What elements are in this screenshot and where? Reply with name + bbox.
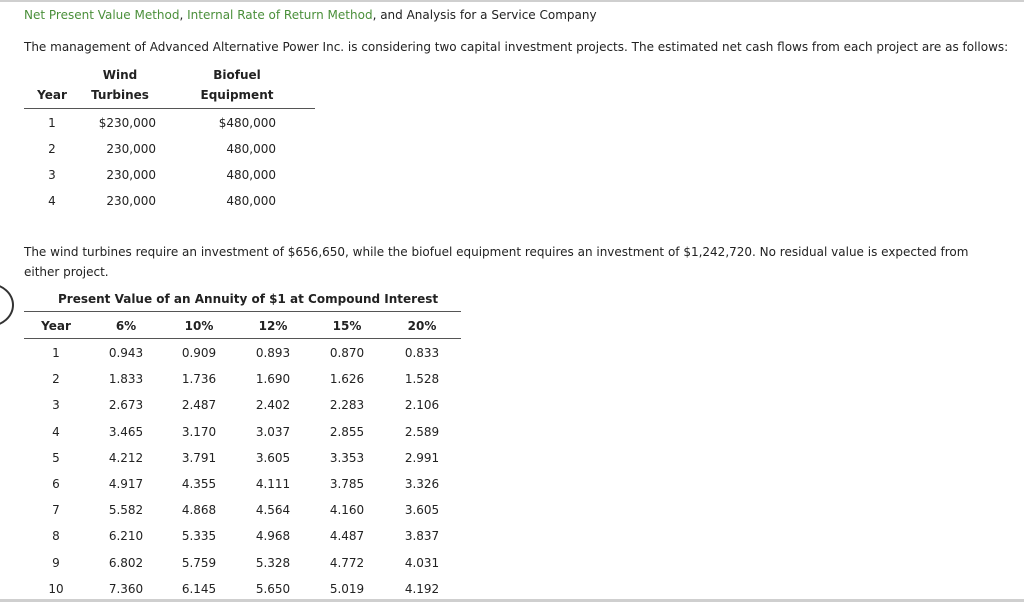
- cf-header-equipment: Equipment: [200, 88, 274, 102]
- pv-factor-cell: 1.626: [329, 372, 365, 387]
- cf-header-rule: [24, 108, 315, 109]
- pv-year-cell: 4: [52, 424, 60, 439]
- pv-factor-cell: 4.772: [329, 555, 365, 570]
- pv-factor-cell: 4.564: [255, 503, 291, 518]
- pv-factor-cell: 2.673: [108, 398, 144, 413]
- cf-biofuel-cell: $480,000: [218, 116, 276, 130]
- pv-factor-cell: 0.870: [329, 346, 365, 360]
- pv-header-rate: 15%: [332, 319, 362, 333]
- cf-wind-cell: 230,000: [106, 194, 156, 208]
- pv-factor-cell: 5.582: [108, 503, 144, 518]
- pv-year-cell: 8: [52, 529, 60, 544]
- pv-factor-cell: 1.833: [108, 372, 144, 387]
- pv-factor-cell: 4.355: [181, 477, 217, 491]
- pv-factor-cell: 4.487: [329, 529, 365, 544]
- pv-factor-cell: 3.326: [404, 477, 440, 491]
- cf-year-cell: 2: [48, 142, 56, 156]
- pv-factor-cell: 5.650: [255, 581, 291, 596]
- title-rest: , and Analysis for a Service Company: [372, 8, 597, 22]
- pv-factor-cell: 0.833: [404, 346, 440, 360]
- pv-factor-cell: 2.106: [404, 398, 440, 413]
- pv-factor-cell: 3.837: [404, 529, 440, 544]
- pv-factor-cell: 2.589: [404, 424, 440, 439]
- cf-biofuel-cell: 480,000: [226, 142, 276, 156]
- pv-factor-cell: 0.943: [108, 346, 144, 360]
- top-divider: [0, 0, 1024, 2]
- pv-year-cell: 2: [52, 372, 60, 387]
- pv-factor-cell: 3.465: [108, 424, 144, 439]
- irr-method-link[interactable]: Internal Rate of Return Method: [187, 8, 373, 22]
- pv-table-title: Present Value of an Annuity of $1 at Compound Interest: [58, 292, 439, 306]
- pv-factor-cell: 4.868: [181, 503, 217, 518]
- pv-header-year: Year: [41, 319, 71, 333]
- cf-wind-cell: 230,000: [106, 142, 156, 156]
- pv-year-cell: 9: [52, 555, 60, 570]
- pv-factor-cell: 6.210: [108, 529, 144, 544]
- pv-header-rate: 6%: [115, 319, 137, 333]
- bottom-divider: [0, 599, 1024, 602]
- pv-factor-cell: 6.145: [181, 581, 217, 596]
- pv-factor-cell: 3.605: [404, 503, 440, 518]
- pv-header-rule: [24, 338, 461, 339]
- pv-factor-cell: 2.487: [181, 398, 217, 413]
- title-separator: ,: [179, 8, 188, 22]
- pv-factor-cell: 5.019: [329, 581, 365, 596]
- pv-year-cell: 10: [48, 581, 64, 596]
- pv-year-cell: 1: [52, 346, 60, 360]
- pv-factor-cell: 4.111: [255, 477, 291, 491]
- cf-biofuel-cell: 480,000: [226, 168, 276, 182]
- pv-factor-cell: 2.855: [329, 424, 365, 439]
- pv-factor-cell: 3.605: [255, 450, 291, 465]
- pv-factor-cell: 3.037: [255, 424, 291, 439]
- pv-factor-cell: 1.736: [181, 372, 217, 387]
- pv-header-rate: 12%: [258, 319, 288, 333]
- pv-factor-cell: 4.968: [255, 529, 291, 544]
- pv-factor-cell: 2.991: [404, 450, 440, 465]
- cf-header-wind: Wind: [102, 68, 138, 82]
- cf-wind-cell: 230,000: [106, 168, 156, 182]
- pv-year-cell: 6: [52, 477, 60, 491]
- pv-factor-cell: 4.212: [108, 450, 144, 465]
- cf-header-year: Year: [37, 88, 67, 102]
- pv-factor-cell: 6.802: [108, 555, 144, 570]
- pv-factor-cell: 1.690: [255, 372, 291, 387]
- pv-factor-cell: 4.192: [404, 581, 440, 596]
- cf-year-cell: 3: [48, 168, 56, 182]
- cf-wind-cell: $230,000: [98, 116, 156, 130]
- pv-factor-cell: 5.759: [181, 555, 217, 570]
- pv-year-cell: 5: [52, 450, 60, 465]
- pv-factor-cell: 3.785: [329, 477, 365, 491]
- pv-factor-cell: 1.528: [404, 372, 440, 387]
- pv-factor-cell: 4.917: [108, 477, 144, 491]
- pv-factor-cell: 3.353: [329, 450, 365, 465]
- page-title: [24, 8, 597, 22]
- pv-factor-cell: 3.791: [181, 450, 217, 465]
- cf-year-cell: 1: [48, 116, 56, 130]
- cf-year-cell: 4: [48, 194, 56, 208]
- pv-year-cell: 7: [52, 503, 60, 518]
- pv-factor-cell: 3.170: [181, 424, 217, 439]
- pv-factor-cell: 2.402: [255, 398, 291, 413]
- cf-header-turbines: Turbines: [91, 88, 149, 102]
- pv-factor-cell: 0.909: [181, 346, 217, 360]
- pv-factor-cell: 2.283: [329, 398, 365, 413]
- cf-biofuel-cell: 480,000: [226, 194, 276, 208]
- intro-text: The management of Advanced Alternative Power Inc. is considering two capital investment projects. The estimated net cash flows from each project are as follows:: [24, 40, 1009, 54]
- pv-factor-cell: 4.031: [404, 555, 440, 570]
- pv-factor-cell: 5.335: [181, 529, 217, 544]
- investment-paragraph: The wind turbines require an investment of $656,650, while the biofuel equipment requires an investment of $1,242,720. No residual value is expected from either project.: [24, 245, 969, 279]
- pv-factor-cell: 4.160: [329, 503, 365, 518]
- cf-header-biofuel: Biofuel: [213, 68, 261, 82]
- npv-method-link[interactable]: Net Present Value Method: [24, 8, 180, 22]
- pv-header-rate: 10%: [184, 319, 214, 333]
- pv-header-rate: 20%: [407, 319, 437, 333]
- pv-title-rule: [24, 311, 461, 312]
- pv-year-cell: 3: [52, 398, 60, 413]
- pv-factor-cell: 0.893: [255, 346, 291, 360]
- circle-annotation: [0, 283, 14, 327]
- pv-factor-cell: 5.328: [255, 555, 291, 570]
- pv-factor-cell: 7.360: [108, 581, 144, 596]
